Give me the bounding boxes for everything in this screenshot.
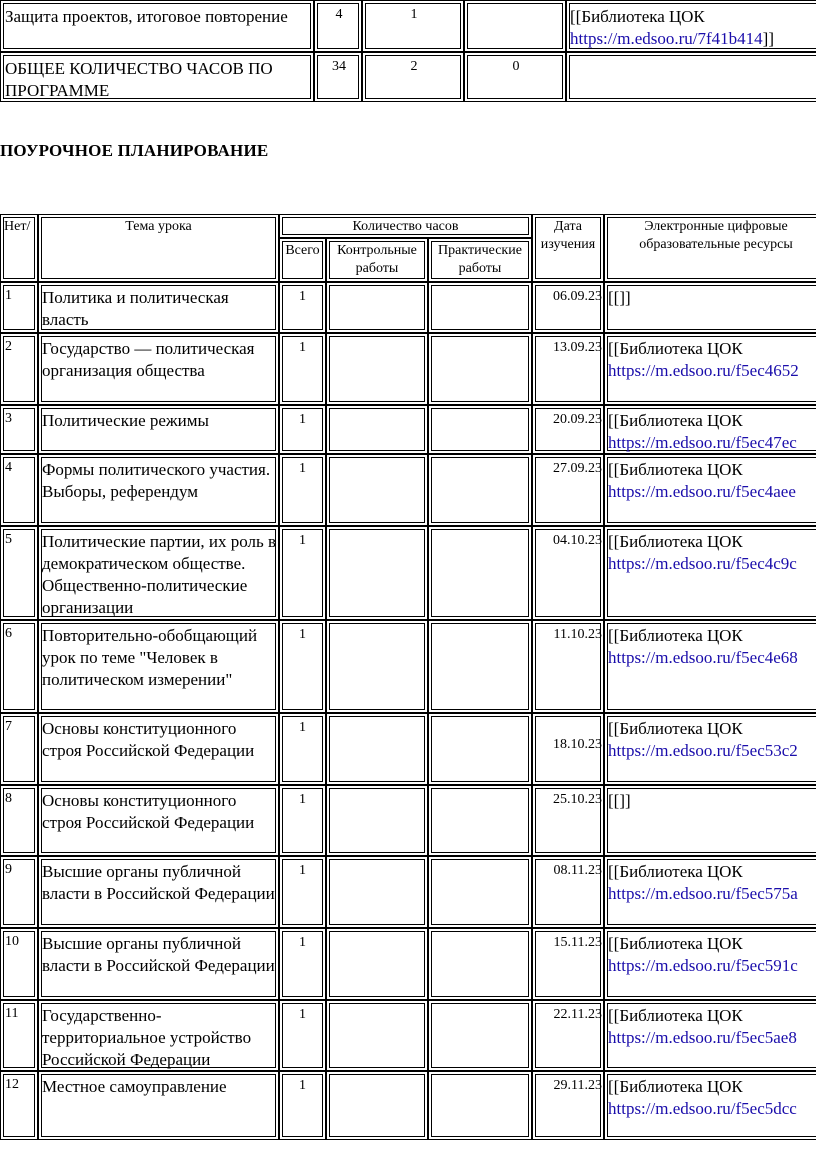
lesson-cell-inner-border <box>431 716 529 782</box>
lesson-topic: Основы конституционного строя Российской Федерации <box>42 791 255 832</box>
lesson-date: 06.09.23 <box>553 289 602 304</box>
lesson-resource-label: [[Библиотека ЦОК <box>608 719 743 738</box>
header-date: Дата изучения <box>540 219 596 252</box>
lesson-cell-inner-border <box>431 336 529 402</box>
lesson-number: 10 <box>5 934 19 949</box>
lesson-cell-inner-border <box>431 285 529 330</box>
summary-topic: ОБЩЕЕ КОЛИЧЕСТВО ЧАСОВ ПО ПРОГРАММЕ <box>5 59 273 100</box>
lesson-topic: Высшие органы публичной власти в Российской Федерации <box>42 862 275 903</box>
lesson-date: 11.10.23 <box>553 627 602 642</box>
section-title: ПОУРОЧНОЕ ПЛАНИРОВАНИЕ <box>0 141 269 160</box>
lesson-date: 29.11.23 <box>553 1078 602 1093</box>
summary-total: 4 <box>335 7 343 22</box>
header-control: Контрольные работы <box>337 243 417 276</box>
lesson-date: 22.11.23 <box>553 1007 602 1022</box>
lesson-cell <box>428 1000 532 1071</box>
summary-control: 2 <box>410 59 418 74</box>
lesson-number: 2 <box>5 339 12 354</box>
lesson-resource-label: [[Библиотека ЦОК <box>608 339 743 358</box>
lesson-resource-link[interactable]: https://m.edsoo.ru/f5ec575a <box>608 884 798 903</box>
lesson-number: 9 <box>5 862 12 877</box>
lesson-resource-label: [[Библиотека ЦОК <box>608 1006 743 1025</box>
lesson-cell-inner-border <box>329 859 425 925</box>
lesson-cell-inner-border <box>431 408 529 451</box>
lesson-resource-link[interactable]: https://m.edsoo.ru/f5ec53c2 <box>608 741 798 760</box>
summary-control: 1 <box>410 7 418 22</box>
lesson-cell-inner-border <box>431 1074 529 1137</box>
lesson-resource-label: [[]] <box>608 791 631 810</box>
lesson-cell-inner-border <box>329 457 425 523</box>
summary-cell <box>566 52 816 102</box>
lesson-cell-inner-border <box>431 529 529 617</box>
summary-cell <box>464 0 566 52</box>
header-practical: Практические работы <box>438 243 522 276</box>
lesson-cell-inner-border <box>329 1074 425 1137</box>
lesson-date: 15.11.23 <box>553 935 602 950</box>
lesson-resource-label: [[Библиотека ЦОК <box>608 411 743 430</box>
lesson-resource-label: [[Библиотека ЦОК <box>608 460 743 479</box>
lesson-cell-inner-border <box>431 623 529 710</box>
lesson-cell-inner-border <box>431 931 529 997</box>
lesson-cell <box>428 405 532 454</box>
lesson-resource-link[interactable]: https://m.edsoo.ru/f5ec4aee <box>608 482 796 501</box>
lesson-hours-total: 1 <box>299 792 306 807</box>
lesson-topic: Государственно-территориальное устройство Российской Федерации <box>42 1006 252 1069</box>
lesson-resource-label: [[Библиотека ЦОК <box>608 862 743 881</box>
lesson-topic: Политика и политическая власть <box>42 288 229 329</box>
lesson-date: 20.09.23 <box>553 412 602 427</box>
lesson-hours-total: 1 <box>299 1078 306 1093</box>
lesson-cell-inner-border <box>431 1003 529 1068</box>
lesson-hours-total: 1 <box>299 935 306 950</box>
summary-practical: 0 <box>512 59 520 74</box>
lesson-hours-total: 1 <box>299 627 306 642</box>
lesson-cell <box>326 713 428 785</box>
lesson-number: 8 <box>5 791 12 806</box>
lesson-cell-inner-border <box>329 1003 425 1068</box>
header-hours: Количество часов <box>352 219 459 234</box>
lesson-cell <box>428 928 532 1000</box>
lesson-cell <box>428 333 532 405</box>
lesson-hours-total: 1 <box>299 289 306 304</box>
lesson-topic: Повторительно-обобщающий урок по теме "Человек в политическом измерении" <box>42 626 258 689</box>
lesson-cell-inner-border <box>431 788 529 853</box>
summary-resource-tail: ]] <box>762 29 774 48</box>
summary-total: 34 <box>332 59 346 74</box>
lesson-resource-label: [[Библиотека ЦОК <box>608 934 743 953</box>
header-resources: Электронные цифровые образовательные ресурсы <box>639 219 793 252</box>
lesson-date: 13.09.23 <box>553 340 602 355</box>
lesson-date: 25.10.23 <box>553 792 602 807</box>
lesson-resource-label: [[]] <box>608 288 631 307</box>
lesson-topic: Высшие органы публичной власти в Российской Федерации <box>42 934 275 975</box>
lesson-cell-inner-border <box>329 716 425 782</box>
lesson-date: 18.10.23 <box>553 737 602 752</box>
lesson-cell <box>326 1071 428 1140</box>
lesson-cell-inner-border <box>431 859 529 925</box>
lesson-number: 1 <box>5 288 12 303</box>
lesson-topic: Основы конституционного строя Российской Федерации <box>42 719 255 760</box>
lesson-date: 08.11.23 <box>553 863 602 878</box>
lesson-resource-link[interactable]: https://m.edsoo.ru/f5ec591c <box>608 956 798 975</box>
lesson-cell <box>428 785 532 856</box>
lesson-resource-link[interactable]: https://m.edsoo.ru/f5ec4652 <box>608 361 799 380</box>
lesson-cell <box>428 620 532 713</box>
lesson-cell <box>326 856 428 928</box>
lesson-resource-link[interactable]: https://m.edsoo.ru/f5ec5ae8 <box>608 1028 797 1047</box>
lesson-date: 27.09.23 <box>553 461 602 476</box>
lesson-date: 04.10.23 <box>553 533 602 548</box>
lesson-cell <box>428 526 532 620</box>
lesson-cell <box>326 333 428 405</box>
lesson-cell <box>428 282 532 333</box>
lesson-cell <box>326 785 428 856</box>
header-topic: Тема урока <box>125 219 192 234</box>
lesson-resource-link[interactable]: https://m.edsoo.ru/f5ec4c9c <box>608 554 797 573</box>
lesson-resource-link[interactable]: https://m.edsoo.ru/f5ec5dcc <box>608 1099 797 1118</box>
lesson-number: 4 <box>5 460 12 475</box>
lesson-cell <box>326 405 428 454</box>
lesson-number: 7 <box>5 719 12 734</box>
header-num: Нет/ <box>4 219 31 234</box>
summary-cell-inner-border <box>569 55 816 99</box>
header-total: Всего <box>285 243 320 258</box>
lesson-hours-total: 1 <box>299 720 306 735</box>
lesson-topic: Государство — политическая организация общества <box>42 339 255 380</box>
lesson-cell-inner-border <box>329 529 425 617</box>
lesson-cell <box>326 1000 428 1071</box>
lesson-cell <box>428 454 532 526</box>
lesson-cell <box>428 856 532 928</box>
lesson-number: 3 <box>5 411 12 426</box>
lesson-resource-link[interactable]: https://m.edsoo.ru/f5ec4e68 <box>608 648 798 667</box>
lesson-cell <box>326 526 428 620</box>
summary-resource-label: [[Библиотека ЦОК <box>570 7 705 26</box>
summary-resource-line <box>570 28 814 50</box>
lesson-hours-total: 1 <box>299 340 306 355</box>
summary-resource-link[interactable]: https://m.edsoo.ru/7f41b414 <box>570 29 763 48</box>
lesson-resource-label: [[Библиотека ЦОК <box>608 1077 743 1096</box>
lesson-hours-total: 1 <box>299 863 306 878</box>
lesson-cell <box>326 928 428 1000</box>
lesson-cell-inner-border <box>329 788 425 853</box>
lesson-cell <box>326 620 428 713</box>
lesson-cell-inner-border <box>431 457 529 523</box>
lesson-number: 12 <box>5 1077 19 1092</box>
lesson-resource-link[interactable]: https://m.edsoo.ru/f5ec47ec <box>608 433 797 452</box>
lesson-cell <box>428 713 532 785</box>
summary-topic: Защита проектов, итоговое повторение <box>5 7 288 26</box>
lesson-number: 11 <box>5 1006 19 1021</box>
lesson-number: 5 <box>5 532 12 547</box>
lesson-hours-total: 1 <box>299 461 306 476</box>
lesson-topic: Политические партии, их роль в демократическом обществе. Общественно-политические организации <box>42 532 277 617</box>
lesson-topic: Политические режимы <box>42 411 209 430</box>
lesson-topic: Местное самоуправление <box>42 1077 227 1096</box>
lesson-resource-label: [[Библиотека ЦОК <box>608 626 743 645</box>
lesson-topic: Формы политического участия. Выборы, референдум <box>42 460 271 501</box>
lesson-hours-total: 1 <box>299 412 306 427</box>
lesson-cell-inner-border <box>329 285 425 330</box>
lesson-cell-inner-border <box>329 623 425 710</box>
lesson-number: 6 <box>5 626 12 641</box>
lesson-cell-inner-border <box>329 931 425 997</box>
summary-cell-inner-border <box>467 3 563 49</box>
lesson-cell <box>326 282 428 333</box>
lesson-hours-total: 1 <box>299 1007 306 1022</box>
lesson-cell-inner-border <box>329 336 425 402</box>
lesson-hours-total: 1 <box>299 533 306 548</box>
lesson-resource-label: [[Библиотека ЦОК <box>608 532 743 551</box>
lesson-cell <box>428 1071 532 1140</box>
lesson-cell <box>326 454 428 526</box>
lesson-cell-inner-border <box>329 408 425 451</box>
